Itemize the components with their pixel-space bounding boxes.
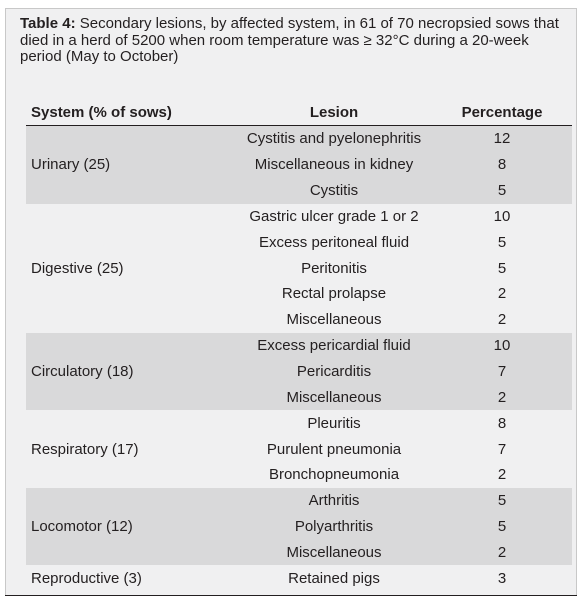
- percentage-cell: 5: [432, 255, 572, 281]
- table-caption: [20, 16, 570, 66]
- lesion-cell: Miscellaneous in kidney: [236, 152, 432, 178]
- table-header: [26, 99, 572, 126]
- system-cell: Urinary (25): [26, 126, 236, 204]
- percentage-cell: 2: [432, 384, 572, 410]
- bottom-rule: [5, 595, 577, 596]
- percentage-cell: 2: [432, 307, 572, 333]
- percentage-cell: 8: [432, 410, 572, 436]
- percentage-cell: 2: [432, 540, 572, 566]
- percentage-cell: 7: [432, 359, 572, 385]
- percentage-cell: 12: [432, 126, 572, 152]
- lesion-cell: Rectal prolapse: [236, 281, 432, 307]
- table-row: [26, 126, 572, 152]
- lesion-cell: Miscellaneous: [236, 307, 432, 333]
- lesion-cell: Excess peritoneal fluid: [236, 229, 432, 255]
- lesion-cell: Purulent pneumonia: [236, 436, 432, 462]
- table-row: [26, 204, 572, 230]
- system-cell: Digestive (25): [26, 204, 236, 333]
- table-row: [26, 410, 572, 436]
- lesion-cell: Miscellaneous: [236, 540, 432, 566]
- system-cell: Respiratory (17): [26, 410, 236, 488]
- lesion-cell: Excess pericardial fluid: [236, 333, 432, 359]
- lesion-cell: Arthritis: [236, 488, 432, 514]
- percentage-cell: 3: [432, 565, 572, 591]
- percentage-cell: 8: [432, 152, 572, 178]
- percentage-cell: 5: [432, 514, 572, 540]
- system-cell: Locomotor (12): [26, 488, 236, 566]
- system-cell: Reproductive (3): [26, 565, 236, 591]
- lesion-cell: Bronchopneumonia: [236, 462, 432, 488]
- header-percentage: Percentage: [432, 99, 572, 126]
- lesion-cell: Retained pigs: [236, 565, 432, 591]
- table-body: [26, 126, 572, 592]
- lesion-cell: Gastric ulcer grade 1 or 2: [236, 204, 432, 230]
- lesions-table: [26, 99, 572, 591]
- lesion-cell: Pleuritis: [236, 410, 432, 436]
- lesion-cell: Polyarthritis: [236, 514, 432, 540]
- percentage-cell: 10: [432, 204, 572, 230]
- lesion-cell: Cystitis: [236, 178, 432, 204]
- lesion-cell: Miscellaneous: [236, 384, 432, 410]
- percentage-cell: 2: [432, 462, 572, 488]
- lesion-cell: Cystitis and pyelonephritis: [236, 126, 432, 152]
- percentage-cell: 5: [432, 178, 572, 204]
- percentage-cell: 2: [432, 281, 572, 307]
- percentage-cell: 7: [432, 436, 572, 462]
- table-frame: [5, 8, 577, 596]
- caption-text: Secondary lesions, by affected system, in 61 of 70 necropsied sows that died in a herd of 5200 when room temperature was ≥ 32°C during a 20-week period (May to October): [20, 15, 559, 65]
- caption-label: Table 4:: [20, 15, 76, 32]
- table-row: [26, 333, 572, 359]
- table-row: [26, 565, 572, 591]
- table-row: [26, 488, 572, 514]
- percentage-cell: 10: [432, 333, 572, 359]
- header-row: [26, 99, 572, 126]
- header-system: System (% of sows): [26, 99, 236, 126]
- header-lesion: Lesion: [236, 99, 432, 126]
- table-wrapper: [26, 99, 567, 591]
- lesion-cell: Pericarditis: [236, 359, 432, 385]
- lesion-cell: Peritonitis: [236, 255, 432, 281]
- percentage-cell: 5: [432, 229, 572, 255]
- system-cell: Circulatory (18): [26, 333, 236, 411]
- percentage-cell: 5: [432, 488, 572, 514]
